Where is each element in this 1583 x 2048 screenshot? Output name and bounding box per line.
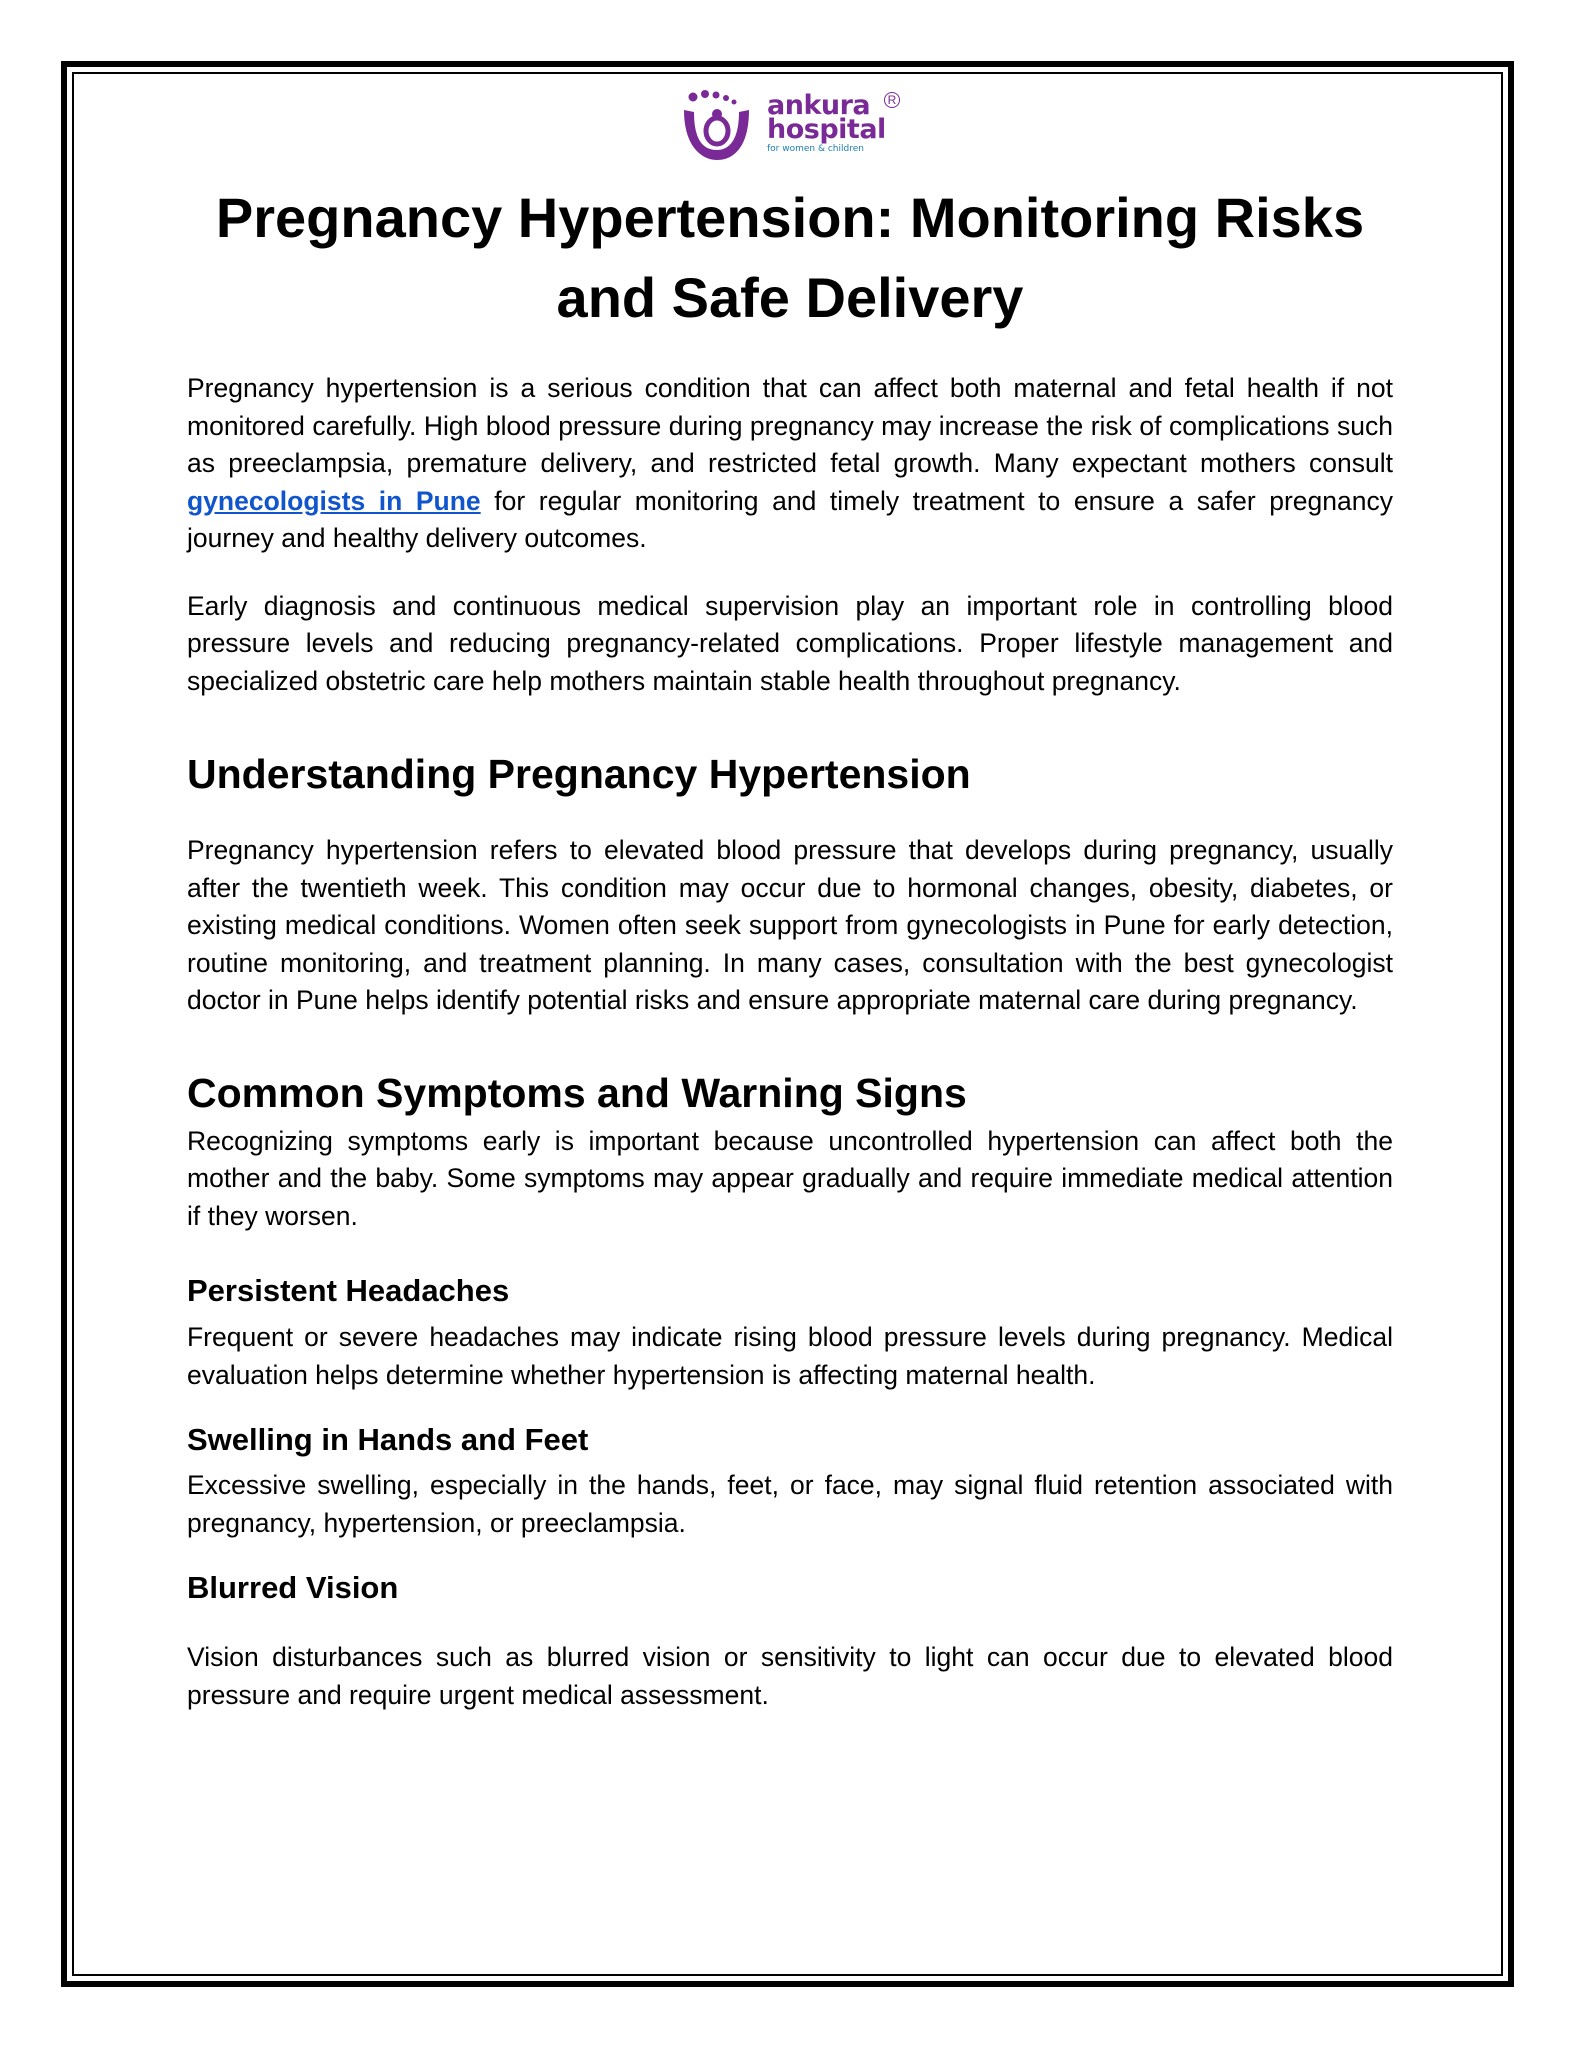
section-heading-understanding: Understanding Pregnancy Hypertension xyxy=(187,751,971,797)
symptom-heading-headaches: Persistent Headaches xyxy=(187,1273,510,1308)
logo-wordmark xyxy=(767,90,886,154)
symptom-text-headaches: Frequent or severe headaches may indicate rising blood pressure levels during pregnancy. Medical evaluation helps determine whether hypertension is affecting maternal health. xyxy=(187,1322,1393,1390)
hospital-logo xyxy=(675,88,915,168)
intro-paragraph-2: Early diagnosis and continuous medical supervision play an important role in controlling blood pressure levels and reducing pregnancy-related complications. Proper lifestyle management and specialized obstetric care help mothers maintain stable health throughout pregnancy. xyxy=(187,590,1393,696)
document-body xyxy=(187,178,1393,1714)
intro-text-before-link: Pregnancy hypertension is a serious condition that can affect both maternal and fetal health if not monitored carefully. High blood pressure during pregnancy may increase the risk of complications such as preeclampsia, premature delivery, and restricted fetal growth. Many expectant mothers consult xyxy=(187,373,1393,478)
page-title: Pregnancy Hypertension: Monitoring Risks and Safe Delivery xyxy=(215,186,1365,329)
symptom-heading-vision: Blurred Vision xyxy=(187,1570,399,1605)
logo-name-line2: hospital xyxy=(767,114,886,145)
section-text-understanding: Pregnancy hypertension refers to elevated blood pressure that develops during pregnancy, usually after the twentieth week. This condition may occur due to hormonal changes, obesity, diabetes, or existing medical conditions. Women often seek support from gynecologists in Pune for early detection, routine monitoring, and treatment planning. In many cases, consultation with the best gynecologist doctor in Pune helps identify potential risks and ensure appropriate maternal care during pregnancy. xyxy=(187,835,1393,1015)
logo-name-line1: ankura xyxy=(767,90,871,121)
symptom-text-swelling: Excessive swelling, especially in the hands, feet, or face, may signal fluid retention associated with pregnancy, hypertension, or preeclampsia. xyxy=(187,1470,1393,1538)
symptom-heading-swelling: Swelling in Hands and Feet xyxy=(187,1422,589,1457)
intro-text-after-link: for regular monitoring and timely treatment to ensure a safer pregnancy journey and healthy delivery outcomes. xyxy=(187,485,1394,553)
logo-tagline: for women & children xyxy=(767,144,864,154)
registered-mark: R xyxy=(884,92,900,108)
logo-mother-child-icon xyxy=(675,88,759,168)
symptom-text-vision: Vision disturbances such as blurred vision or sensitivity to light can occur due to elevated blood pressure and require urgent medical assessment. xyxy=(187,1642,1393,1710)
gynecologists-pune-link[interactable]: gynecologists in Pune xyxy=(187,485,481,516)
intro-paragraph-1 xyxy=(187,370,1393,558)
section-heading-symptoms: Common Symptoms and Warning Signs xyxy=(187,1069,967,1116)
section-text-symptoms: Recognizing symptoms early is important because uncontrolled hypertension can affect both the mother and the baby. Some symptoms may appear gradually and require immediate medical attention if they worsen. xyxy=(187,1125,1393,1231)
